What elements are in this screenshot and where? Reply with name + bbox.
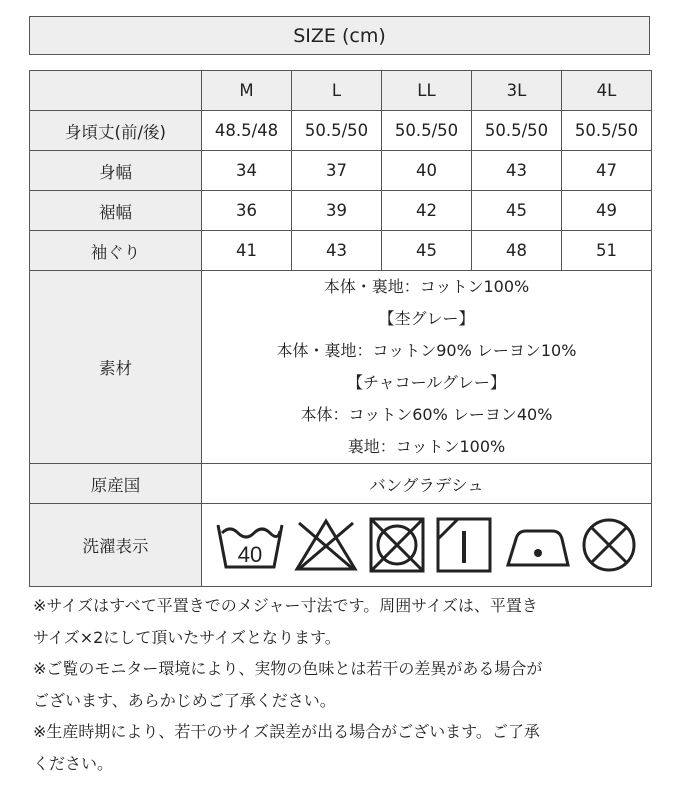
table-cell: 34 — [202, 151, 292, 191]
size-header: 3L — [472, 71, 562, 111]
size-header-row — [30, 71, 652, 111]
material-label: 素材 — [30, 271, 202, 464]
size-header: L — [292, 71, 382, 111]
size-header: LL — [382, 71, 472, 111]
note-line: サイズ×2にして頂いたサイズとなります。 — [33, 627, 341, 647]
table-row — [30, 231, 652, 271]
material-line: 裏地：コットン100% — [347, 437, 506, 456]
size-header: M — [202, 71, 292, 111]
table-cell: 39 — [292, 191, 382, 231]
care-row — [30, 504, 652, 587]
table-cell: 48 — [472, 231, 562, 271]
table-cell: 45 — [382, 231, 472, 271]
note-line: ※ご覧のモニター環境により、実物の色味とは若干の差異がある場合が — [33, 659, 543, 678]
table-cell: 50.5/50 — [562, 111, 652, 151]
row-label: 身幅 — [30, 151, 202, 191]
material-row — [30, 271, 652, 464]
table-cell: 47 — [562, 151, 652, 191]
table-cell: 49 — [562, 191, 652, 231]
row-label: 袖ぐり — [30, 231, 202, 271]
wash-temp-label: 40 — [237, 542, 262, 567]
size-title: SIZE (cm) — [29, 16, 650, 55]
header-corner — [30, 71, 202, 111]
table-cell: 50.5/50 — [472, 111, 562, 151]
line-dry-icon — [434, 515, 494, 575]
note-line: ございます、あらかじめご了承ください。 — [33, 690, 336, 710]
row-label: 身頃丈(前/後) — [30, 111, 202, 151]
note-line: ※生産時期により、若干のサイズ誤差が出る場合がございます。ご了承 — [33, 722, 540, 741]
no-tumble-dry-icon — [367, 515, 427, 575]
table-row — [30, 111, 652, 151]
table-cell: 43 — [472, 151, 562, 191]
table-cell: 48.5/48 — [202, 111, 292, 151]
notes — [33, 590, 653, 779]
care-label: 洗濯表示 — [30, 504, 202, 587]
note-line: ※サイズはすべて平置きでのメジャー寸法です。周囲サイズは、平置き — [33, 596, 538, 615]
table-cell: 41 — [202, 231, 292, 271]
table-cell: 40 — [382, 151, 472, 191]
table-cell: 51 — [562, 231, 652, 271]
material-line: 本体・裏地：コットン100% — [323, 277, 530, 296]
table-row — [30, 191, 652, 231]
size-header: 4L — [562, 71, 652, 111]
note-line: ください。 — [33, 753, 114, 773]
origin-row — [30, 464, 652, 504]
table-cell: 43 — [292, 231, 382, 271]
material-line: 【チャコールグレー】 — [347, 373, 506, 392]
size-table — [29, 70, 652, 587]
row-label: 裾幅 — [30, 191, 202, 231]
table-cell: 50.5/50 — [382, 111, 472, 151]
material-line: 本体・裏地：コットン90% レーヨン10% — [276, 341, 577, 360]
wash-40-icon — [214, 517, 286, 573]
material-line: 【杢グレー】 — [378, 309, 475, 328]
table-row — [30, 151, 652, 191]
table-cell: 42 — [382, 191, 472, 231]
material-line: 本体：コットン60% レーヨン40% — [300, 405, 553, 424]
origin-value: バングラデシュ — [202, 464, 652, 504]
no-dry-clean-icon — [579, 515, 639, 575]
table-cell: 45 — [472, 191, 562, 231]
no-bleach-icon — [293, 517, 359, 573]
care-icons-cell — [202, 504, 652, 587]
table-cell: 50.5/50 — [292, 111, 382, 151]
low-iron-icon — [502, 517, 572, 573]
table-cell: 36 — [202, 191, 292, 231]
table-cell: 37 — [292, 151, 382, 191]
material-cell — [202, 271, 652, 464]
origin-label: 原産国 — [30, 464, 202, 504]
